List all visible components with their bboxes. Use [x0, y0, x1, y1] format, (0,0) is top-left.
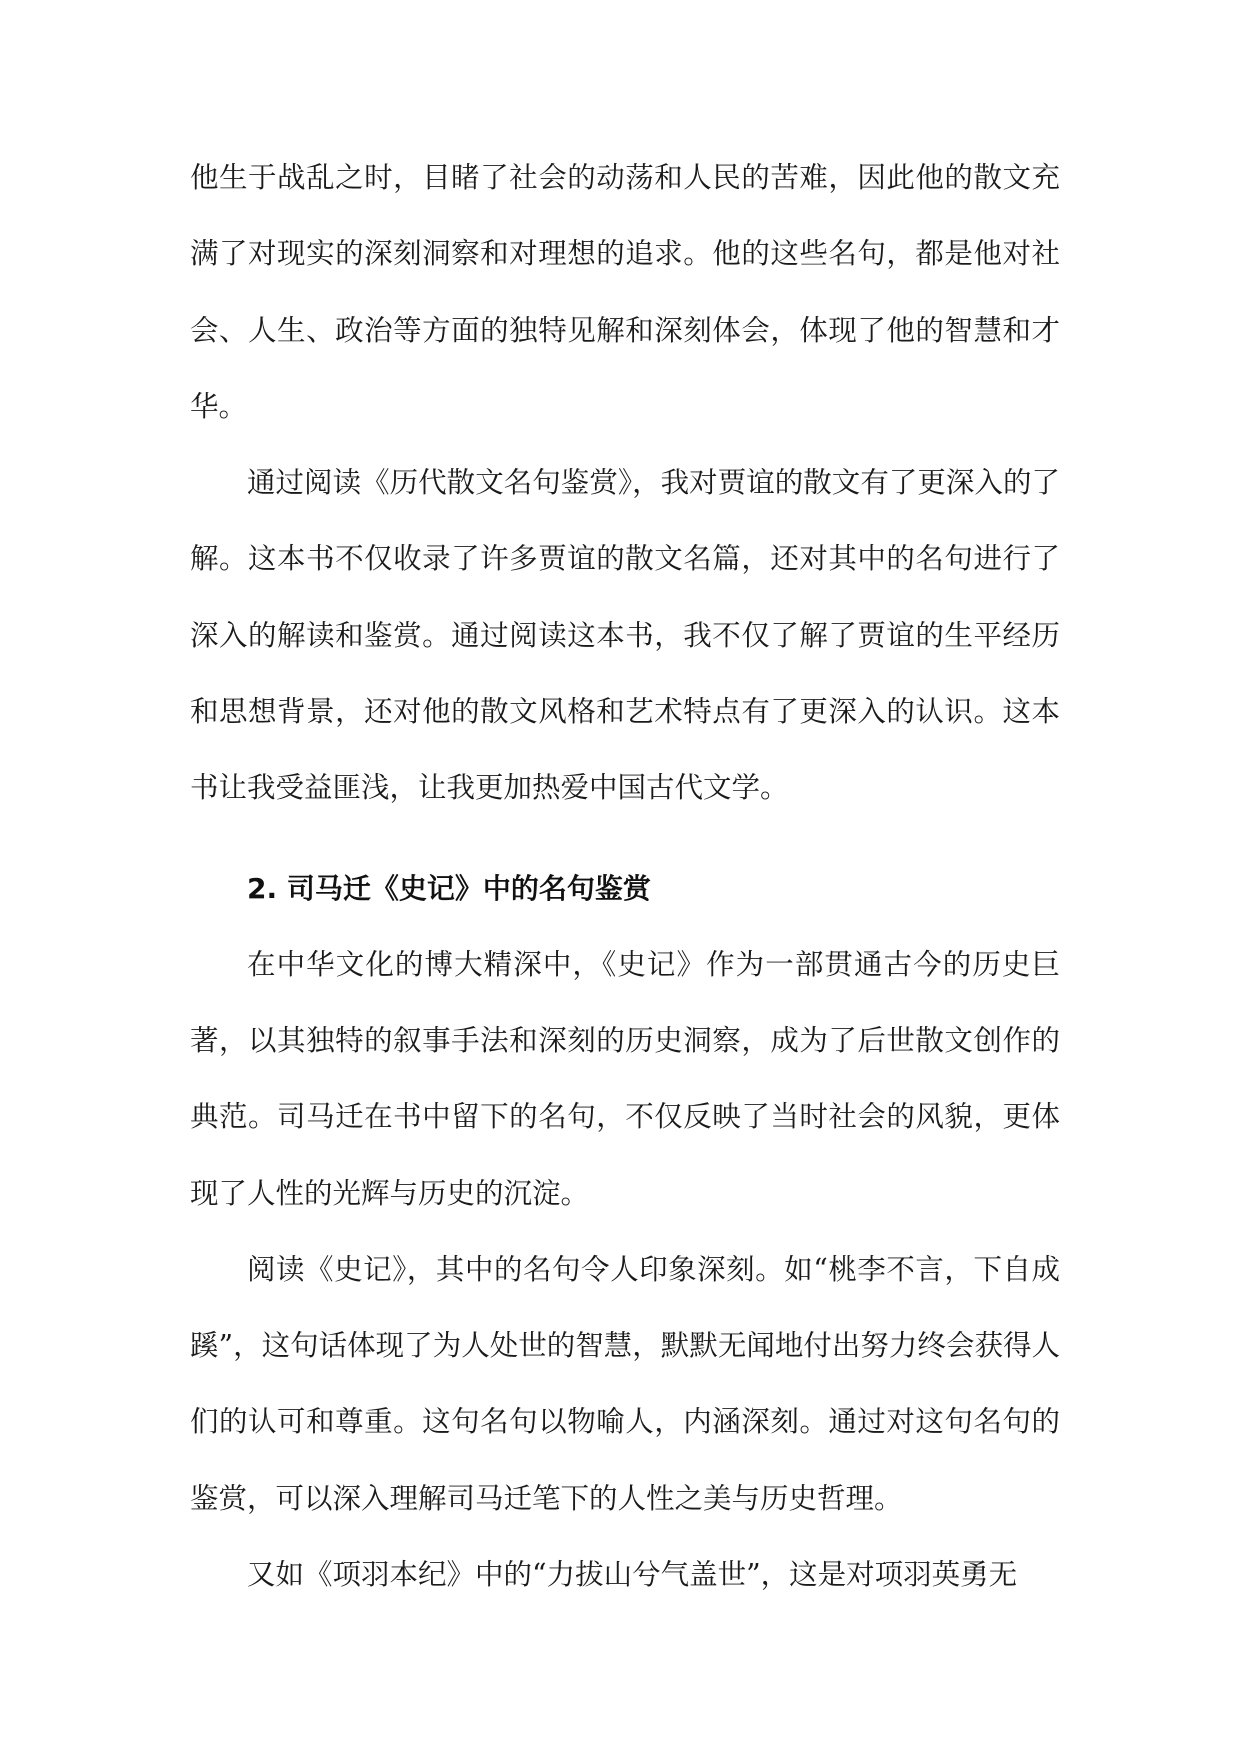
paragraph-taoli-quote: 阅读《史记》，其中的名句令人印象深刻。如“桃李不言，下自成蹊”，这句话体现了为人处世的智慧，默默无闻地付出努力终会获得人们的认可和尊重。这句名句以物喻人，内涵深刻。通过对这句名句的鉴赏，可以深入理解司马迁笔下的人性之美与历史哲理。 [190, 1252, 1060, 1515]
paragraph-continued: 他生于战乱之时，目睹了社会的动荡和人民的苦难，因此他的散文充满了对现实的深刻洞察和对理想的追求。他的这些名句，都是他对社会、人生、政治等方面的独特见解和深刻体会，体现了他的智慧和才华。 [190, 161, 1060, 423]
paragraph-book-review: 通过阅读《历代散文名句鉴赏》，我对贾谊的散文有了更深入的了解。这本书不仅收录了许多贾谊的散文名篇，还对其中的名句进行了深入的解读和鉴赏。通过阅读这本书，我不仅了解了贾谊的生平经历和思想背景，还对他的散文风格和艺术特点有了更深入的认识。这本书让我受益匪浅，让我更加热爱中国古代文学。 [190, 466, 1060, 805]
document-body [190, 140, 1060, 1613]
paragraph-xiangyu-quote: 又如《项羽本纪》中的“力拔山兮气盖世”，这是对项羽英勇无 [247, 1558, 1018, 1592]
paragraph-shiji-intro: 在中华文化的博大精深中，《史记》作为一部贯通古今的历史巨著，以其独特的叙事手法和深刻的历史洞察，成为了后世散文创作的典范。司马迁在书中留下的名句，不仅反映了当时社会的风貌，更体现了人性的光辉与历史的沉淀。 [190, 947, 1060, 1210]
section-heading: 2. 司马迁《史记》中的名句鉴赏 [247, 871, 651, 905]
